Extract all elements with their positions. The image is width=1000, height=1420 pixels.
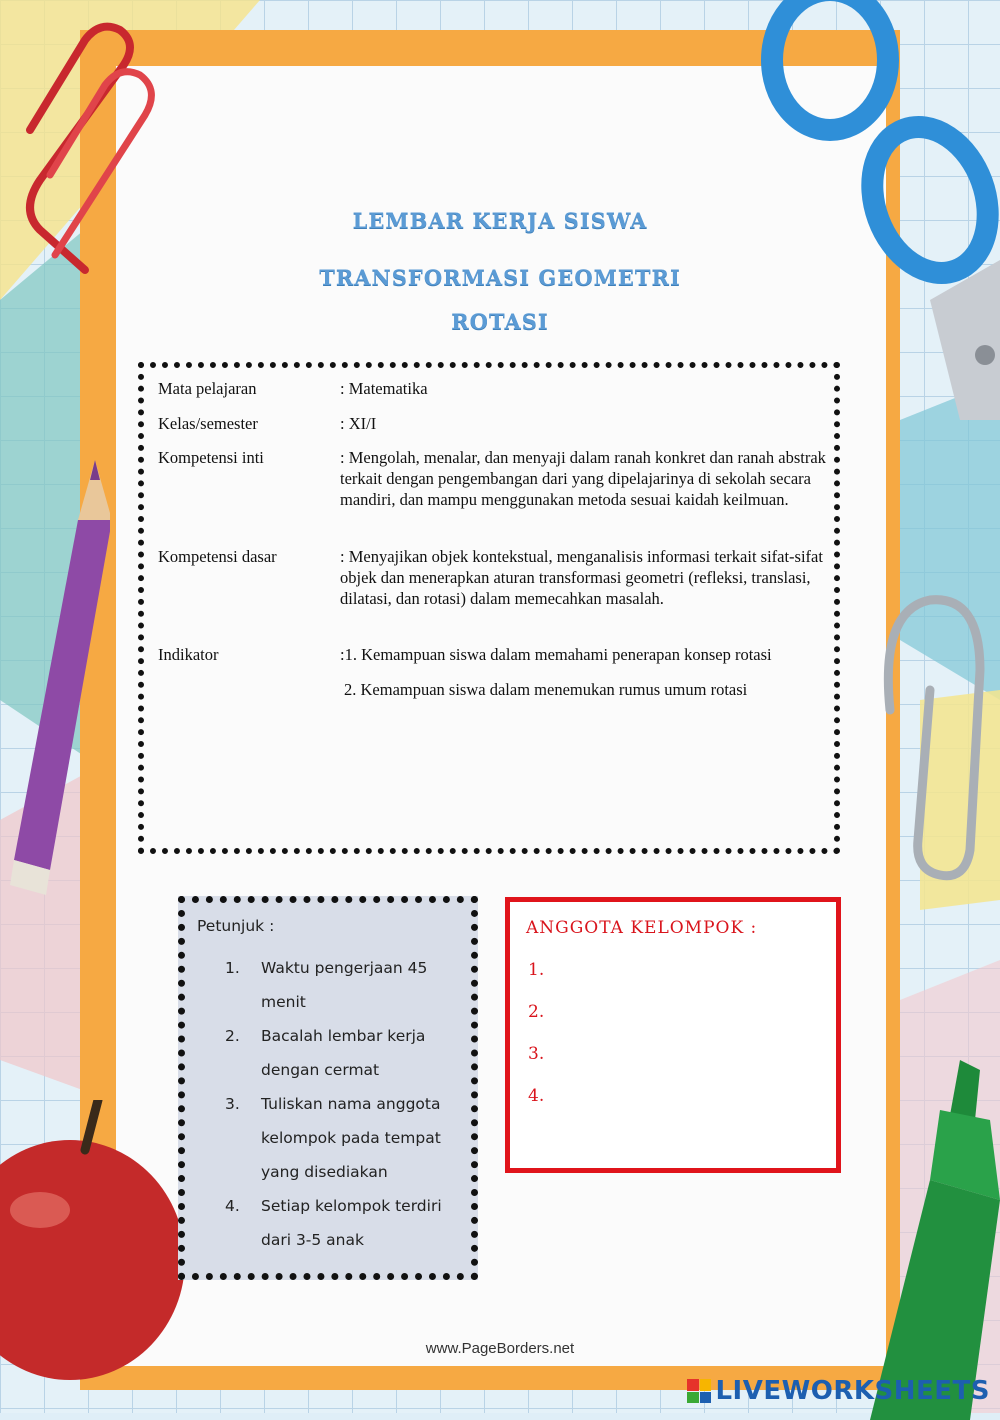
info-label: Kompetensi inti xyxy=(158,448,264,467)
list-item xyxy=(225,951,465,1019)
info-value: : Mengolah, menalar, dan menyaji dalam ranah konkret dan ranah abstrak terkait dengan pengembangan dari yang dipelajarinya di sekolah secara mandiri, dan mampu menggunakan metoda sesuai kaidah keilmuan. xyxy=(340,448,826,509)
info-value: 2. Kemampuan siswa dalam menemukan rumus umum rotasi xyxy=(344,680,748,699)
paperclip-silver-icon xyxy=(870,590,1000,890)
list-text: Setiap kelompok terdiri dari 3-5 anak xyxy=(261,1197,442,1249)
list-text: Tuliskan nama anggota kelompok pada tempat yang disediakan xyxy=(261,1095,441,1181)
info-label: Mata pelajaran xyxy=(158,379,257,398)
list-item xyxy=(225,1087,465,1189)
brand-text: LIVEWORKSHEETS xyxy=(715,1376,990,1406)
anggota-item-4: 4. xyxy=(528,1086,545,1106)
info-label: Kelas/semester xyxy=(158,414,258,433)
marker-icon xyxy=(850,1060,1000,1420)
info-value: :1. Kemampuan siswa dalam memahami penerapan konsep rotasi xyxy=(340,645,772,664)
info-box xyxy=(138,362,840,854)
info-label: Indikator xyxy=(158,645,219,664)
anggota-item-1: 1. xyxy=(528,960,545,980)
footer-url: www.PageBorders.net xyxy=(425,1340,575,1357)
pencil-icon xyxy=(0,450,110,910)
anggota-kelompok-box xyxy=(505,897,841,1173)
liveworksheets-brand[interactable] xyxy=(687,1376,990,1406)
anggota-item-3: 3. xyxy=(528,1044,545,1064)
title-line2: TRANSFORMASI GEOMETRI xyxy=(319,265,681,290)
list-text: Waktu pengerjaan 45 menit xyxy=(261,959,428,1011)
info-value: : Matematika xyxy=(340,379,428,398)
list-text: Bacalah lembar kerja dengan cermat xyxy=(261,1027,426,1079)
list-number: 1. xyxy=(225,959,240,977)
info-label: Kompetensi dasar xyxy=(158,547,277,566)
list-number: 3. xyxy=(225,1095,240,1113)
list-number: 4. xyxy=(225,1197,240,1215)
petunjuk-box xyxy=(178,896,478,1280)
anggota-item-2: 2. xyxy=(528,1002,545,1022)
petunjuk-list xyxy=(225,951,465,1257)
list-item xyxy=(225,1189,465,1257)
title-line1: LEMBAR KERJA SISWA xyxy=(352,208,648,233)
list-number: 2. xyxy=(225,1027,240,1045)
title-line3: ROTASI xyxy=(451,309,549,334)
info-value: : XI/I xyxy=(340,414,377,433)
info-value: : Menyajikan objek kontekstual, menganalisis informasi terkait sifat-sifat objek dan menerapkan aturan transformasi geometri (refleksi, translasi, dilatasi, dan rotasi) dalam memecahkan masalah. xyxy=(340,547,823,608)
list-item xyxy=(225,1019,465,1087)
liveworksheets-logo-icon xyxy=(687,1379,711,1403)
anggota-title: ANGGOTA KELOMPOK : xyxy=(526,918,758,938)
petunjuk-heading: Petunjuk : xyxy=(197,917,275,935)
